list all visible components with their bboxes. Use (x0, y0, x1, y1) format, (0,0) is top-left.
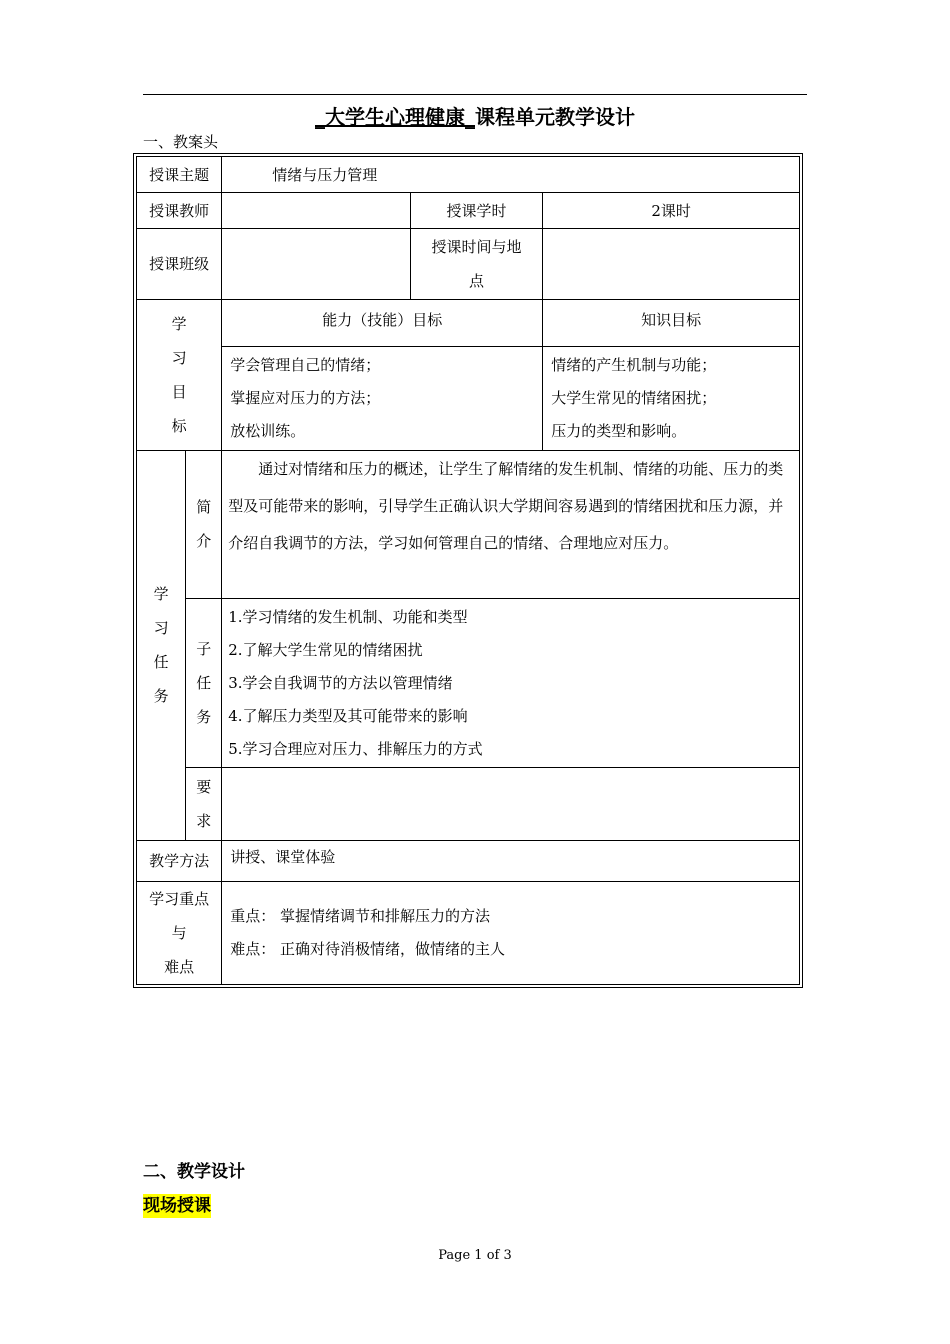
row-subtasks (137, 599, 800, 768)
lesson-header-table-frame (133, 153, 803, 988)
tasks-label (137, 450, 186, 840)
title-rest: 课程单元教学设计 (475, 105, 635, 129)
class-label: 授课班级 (137, 229, 222, 300)
intro-label-char: 介 (196, 532, 212, 551)
keypoints-label-line: 难点 (164, 957, 195, 976)
subtask-item: 3.学会自我调节的方法以管理情绪 (228, 673, 453, 692)
knowledge-goal-item: 压力的类型和影响。 (551, 422, 687, 441)
knowledge-goals-header: 知识目标 (543, 300, 800, 347)
knowledge-goal-item: 情绪的产生机制与功能； (551, 356, 717, 375)
page-footer: Page 1 of 3 (438, 1248, 512, 1263)
tasks-label-char: 习 (153, 619, 169, 638)
row-method (137, 840, 800, 881)
hours-label: 授课学时 (410, 193, 542, 229)
row-intro (137, 450, 800, 598)
knowledge-goal-item: 大学生常见的情绪困扰； (551, 389, 717, 408)
intro-text: 通过对情绪和压力的概述，让学生了解情绪的发生机制、情绪的功能、压力的类型及可能带来的影响，引导学生正确认识大学期间容易遇到的情绪困扰和压力源，并介绍自我调节的方法，学习如何管理自己的情绪、合理地应对压力。 (222, 450, 800, 598)
row-goals-body (137, 347, 800, 450)
topic-value: 情绪与压力管理 (222, 157, 800, 193)
timeplace-value (543, 229, 800, 300)
ability-goal-item: 掌握应对压力的方法； (230, 389, 381, 408)
method-value: 讲授、课堂体验 (222, 840, 800, 881)
tasks-label-char: 任 (153, 653, 169, 672)
timeplace-label (410, 229, 542, 300)
subtask-item: 5.学习合理应对压力、排解压力的方式 (228, 739, 483, 758)
keypoints-value (222, 881, 800, 984)
ability-goals-list (222, 347, 543, 450)
requirements-label-char: 求 (196, 812, 212, 830)
requirements-value (222, 768, 800, 840)
teacher-label: 授课教师 (137, 193, 222, 229)
row-teacher (137, 193, 800, 229)
subtask-label-char: 务 (196, 708, 212, 727)
timeplace-label-line-1: 授课时间与地 (431, 238, 522, 257)
section-heading-1: 一、教案头 (143, 133, 219, 151)
goals-label-char: 标 (171, 417, 187, 435)
goals-label-char: 目 (171, 383, 187, 401)
ability-goal-item: 放松训练。 (230, 422, 306, 441)
key-point: 重点： 掌握情绪调节和排解压力的方法 (230, 906, 491, 925)
subtask-item: 2.了解大学生常见的情绪困扰 (228, 640, 423, 659)
header-rule (143, 94, 807, 95)
class-value (222, 229, 411, 300)
subtask-label-char: 子 (196, 640, 212, 659)
teacher-value (222, 193, 411, 229)
timeplace-label-line-2: 点 (469, 272, 485, 291)
knowledge-goals-list (543, 347, 800, 450)
keypoints-label-line: 学习重点 (149, 889, 210, 908)
subtask-label-char: 任 (196, 674, 212, 693)
intro-label-char: 简 (196, 498, 212, 517)
lesson-header-table (136, 156, 800, 985)
course-name: _大学生心理健康_ (315, 105, 475, 129)
method-label: 教学方法 (137, 840, 222, 881)
intro-label (186, 450, 222, 598)
page-title (143, 103, 807, 131)
ability-goal-item: 学会管理自己的情绪； (230, 356, 381, 375)
row-topic (137, 157, 800, 193)
requirements-label (186, 768, 222, 840)
goals-label (137, 300, 222, 450)
requirements-label-char: 要 (196, 778, 212, 796)
live-lesson-highlight: 现场授课 (143, 1196, 211, 1216)
row-keypoints (137, 881, 800, 984)
goals-label-char: 习 (171, 349, 187, 367)
keypoints-label-line: 与 (171, 923, 187, 942)
difficult-point: 难点： 正确对待消极情绪，做情绪的主人 (230, 939, 506, 958)
section-heading-2: 二、教学设计 (143, 1162, 245, 1182)
subtask-list (222, 599, 800, 768)
subtask-item: 1.学习情绪的发生机制、功能和类型 (228, 607, 468, 626)
hours-value: 2课时 (543, 193, 800, 229)
tasks-label-char: 务 (153, 687, 169, 706)
row-requirements (137, 768, 800, 840)
tasks-label-char: 学 (153, 585, 169, 604)
subtask-item: 4.了解压力类型及其可能带来的影响 (228, 706, 468, 725)
ability-goals-header: 能力（技能）目标 (222, 300, 543, 347)
goals-label-char: 学 (171, 315, 187, 333)
row-class (137, 229, 800, 300)
row-goals-header (137, 300, 800, 347)
subtask-label (186, 599, 222, 768)
keypoints-label (137, 881, 222, 984)
topic-label: 授课主题 (137, 157, 222, 193)
